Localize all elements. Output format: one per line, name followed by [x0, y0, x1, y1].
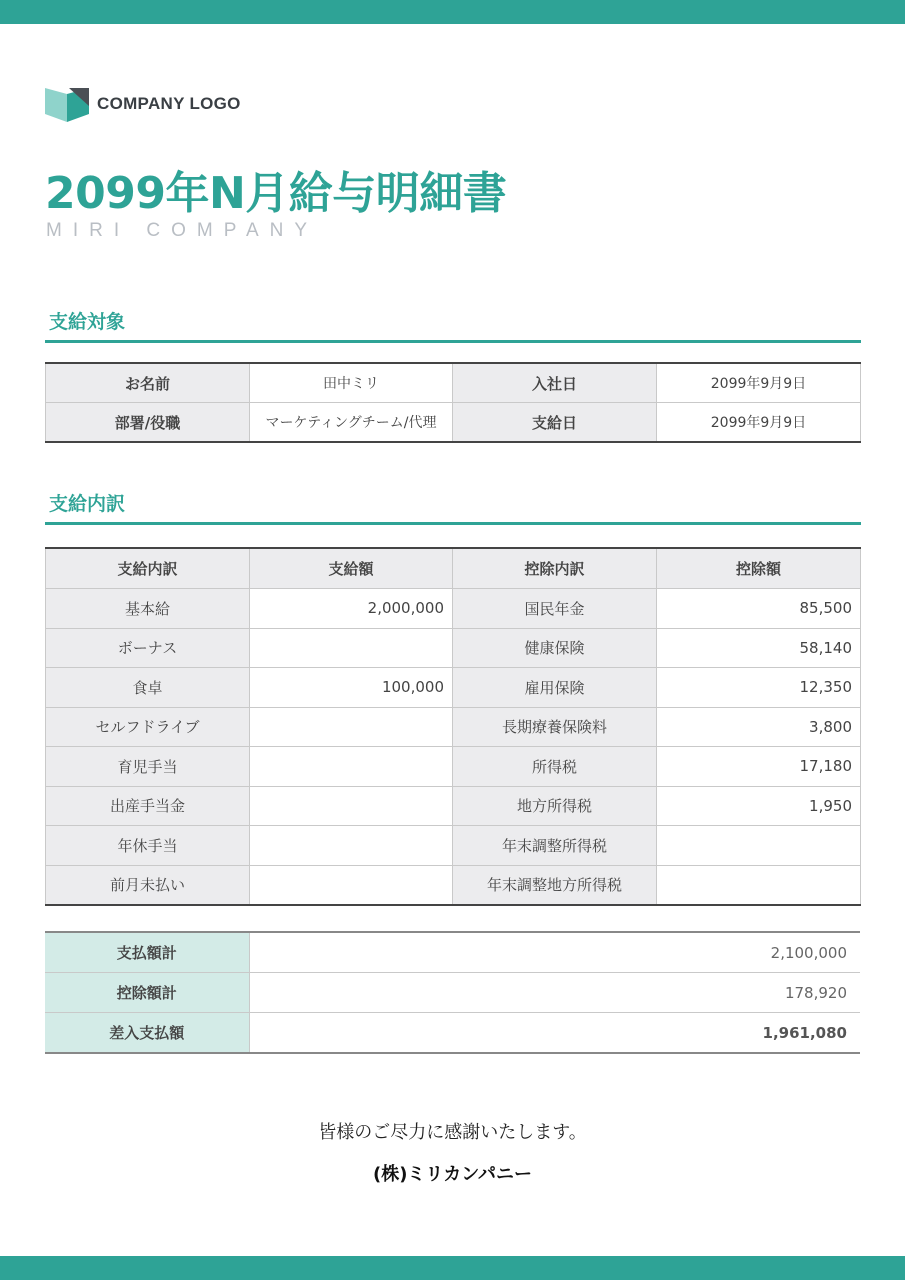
table-header-row [46, 548, 861, 589]
logo-cube-icon [45, 86, 89, 122]
department-value: マーケティングチーム/代理 [250, 403, 453, 443]
bottom-accent-band [0, 1256, 905, 1280]
table-row [46, 668, 861, 708]
breakdown-table [45, 547, 861, 906]
table-row [46, 826, 861, 866]
pay-date-label: 支給日 [453, 403, 657, 443]
pay-amount [250, 786, 453, 826]
total-pay-value: 2,100,000 [249, 932, 860, 973]
column-header: 支給額 [250, 548, 453, 589]
deduction-amount [657, 826, 861, 866]
pay-item: セルフドライブ [46, 707, 250, 747]
column-header: 支給内訳 [46, 548, 250, 589]
deduction-amount: 58,140 [657, 628, 861, 668]
pay-item: 基本給 [46, 589, 250, 629]
pay-amount [250, 707, 453, 747]
company-name: (株)ミリカンパニー [372, 1164, 532, 1185]
deduction-item: 雇用保険 [453, 668, 657, 708]
table-row [45, 932, 860, 973]
deduction-amount: 1,950 [657, 786, 861, 826]
recipient-section-title: 支給対象 [45, 307, 861, 343]
table-row [45, 1013, 860, 1054]
deduction-item: 長期療養保険料 [453, 707, 657, 747]
deduction-amount: 17,180 [657, 747, 861, 787]
logo-text: COMPANY LOGO [97, 94, 241, 113]
pay-item: ボーナス [46, 628, 250, 668]
pay-date-value: 2099年9月9日 [657, 403, 861, 443]
recipient-table [45, 362, 861, 443]
table-row [46, 628, 861, 668]
table-row [46, 747, 861, 787]
breakdown-section-title: 支給内訳 [45, 489, 861, 525]
deduction-item: 地方所得税 [453, 786, 657, 826]
column-header: 控除内訳 [453, 548, 657, 589]
table-row [46, 707, 861, 747]
deduction-item: 年末調整地方所得税 [453, 865, 657, 905]
deduction-item: 健康保険 [453, 628, 657, 668]
pay-item: 前月未払い [46, 865, 250, 905]
deduction-amount: 12,350 [657, 668, 861, 708]
total-deduction-label: 控除額計 [45, 973, 249, 1013]
name-value: 田中ミリ [250, 363, 453, 403]
deduction-amount: 85,500 [657, 589, 861, 629]
pay-amount: 2,000,000 [250, 589, 453, 629]
page-subtitle: MIRI COMPANY [46, 220, 319, 241]
pay-amount [250, 865, 453, 905]
table-row [46, 786, 861, 826]
total-deduction-value: 178,920 [249, 973, 860, 1013]
net-pay-label: 差入支払額 [45, 1013, 249, 1054]
deduction-amount [657, 865, 861, 905]
table-row [46, 363, 861, 403]
department-label: 部署/役職 [46, 403, 250, 443]
top-accent-band [0, 0, 905, 24]
join-date-label: 入社日 [453, 363, 657, 403]
name-label: お名前 [46, 363, 250, 403]
pay-item: 食卓 [46, 668, 250, 708]
deduction-amount: 3,800 [657, 707, 861, 747]
pay-amount [250, 747, 453, 787]
pay-amount [250, 826, 453, 866]
deduction-item: 年末調整所得税 [453, 826, 657, 866]
pay-item: 出産手当金 [46, 786, 250, 826]
net-pay-value: 1,961,080 [249, 1013, 860, 1054]
company-logo [45, 86, 241, 122]
table-row [46, 589, 861, 629]
table-row [46, 403, 861, 443]
pay-amount [250, 628, 453, 668]
total-pay-label: 支払額計 [45, 932, 249, 973]
table-row [46, 865, 861, 905]
column-header: 控除額 [657, 548, 861, 589]
page-title: 2099年N月給与明細書 [45, 168, 507, 219]
deduction-item: 所得税 [453, 747, 657, 787]
table-row [45, 973, 860, 1013]
pay-item: 年休手当 [46, 826, 250, 866]
totals-table [45, 931, 860, 1054]
deduction-item: 国民年金 [453, 589, 657, 629]
pay-amount: 100,000 [250, 668, 453, 708]
join-date-value: 2099年9月9日 [657, 363, 861, 403]
thanks-message: 皆様のご尽力に感謝いたします。 [318, 1122, 587, 1143]
pay-item: 育児手当 [46, 747, 250, 787]
